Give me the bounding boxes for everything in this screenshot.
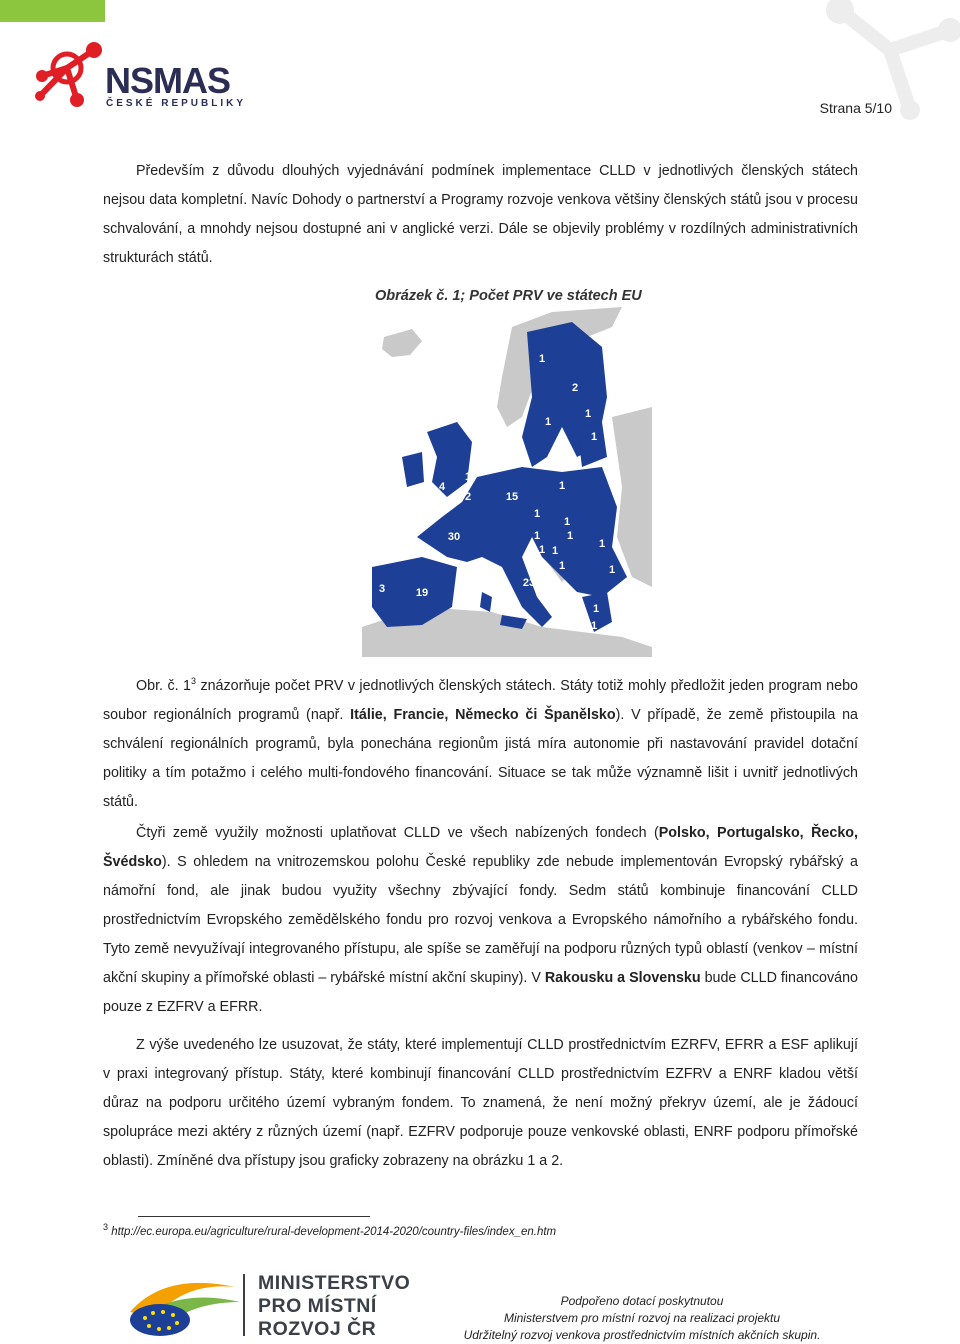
map-label: 1 [538, 353, 546, 365]
header-green-block [0, 0, 105, 22]
map-label: 1 [590, 620, 598, 632]
map-label: 1 [498, 448, 506, 460]
map-label: 1 [566, 530, 574, 542]
paragraph-figure-description: Obr. č. $1^3$ znázorňuje počet PRV v jednotlivých členských státech. Státy totiž mohly předložit jeden program nebo soubor regionálních programů (např. Itálie, Francie, Německo či Španělsko). V případě, že země přistoupila na schválení regionálních programů, byla ponechána regionům jistá míra autonomie při nastavování pravidel dotační politiky a tím potažmo i celého multi-fondového financování. Situace se tak může významně lišit i uvnitř jednotlivých států. [103, 676, 858, 810]
map-label: 1 [464, 471, 472, 483]
paragraph-intro: Především z důvodu dlouhých vyjednávání podmínek implementace CLLD v jednotlivých členských státech nejsou data kompletní. Navíc Dohody o partnerství a Programy rozvoje venkova většiny členských států jsou v procesu schvalování, a mnohdy nejsou dostupné ani v anglické verzi. Dále se objevily problémy v rozdílných administrativních strukturách států. [103, 163, 858, 266]
map-label: 1 [608, 564, 616, 576]
map-label: 1 [558, 480, 566, 492]
eu-map-svg [362, 307, 652, 657]
figure-caption: Obrázek č. 1; Počet PRV ve státech EU [375, 288, 642, 304]
map-label: 30 [447, 531, 461, 543]
ministry-logo-icon [125, 1272, 245, 1338]
map-label: 1 [563, 516, 571, 528]
map-label: 2 [571, 382, 579, 394]
map-label: 1 [533, 508, 541, 520]
ministry-divider [243, 1274, 245, 1336]
map-label: 1 [543, 588, 551, 600]
map-label: 1 [598, 538, 606, 550]
map-label: 15 [505, 491, 519, 503]
map-label: 1 [590, 431, 598, 443]
eu-map-figure [362, 307, 652, 657]
footnote-divider [138, 1216, 370, 1217]
map-label: 1 [558, 560, 566, 572]
map-label: 1 [551, 545, 559, 557]
map-label: 1 [592, 603, 600, 615]
footnote: $^3$ http://ec.europa.eu/agriculture/rural-development-2014-2020/country-files/index_en.htm [103, 1222, 557, 1238]
map-label: 1 [584, 408, 592, 420]
support-note: Podpořeno dotací poskytnutou Ministerstvem pro místní rozvoj na realizaci projektu Udržitelný rozvoj venkova prostřednictvím místních akčních skupin. [463, 1294, 821, 1342]
map-label: 2 [464, 491, 472, 503]
logo-title: NSMAS [105, 60, 231, 101]
ministry-name: MINISTERSTVO PRO MÍSTNÍ ROZVOJ ČR [258, 1272, 411, 1340]
footnote-link[interactable]: http://ec.europa.eu/agriculture/rural-development-2014-2020/country-files/index_en.htm [108, 1225, 557, 1238]
map-label: 23 [522, 577, 536, 589]
map-label: 1 [533, 530, 541, 542]
map-label: 3 [378, 583, 386, 595]
map-label: 1 [544, 416, 552, 428]
map-label: 1 [538, 544, 546, 556]
map-label: 19 [415, 587, 429, 599]
paragraph-funds: Čtyři země využily možnosti uplatňovat CLLD ve všech nabízených fondech (Polsko, Portugalsko, Řecko, Švédsko). S ohledem na vnitrozemskou polohu České republiky zde nebude implementován Evropský rybářský a námořní fond, ale jinak budou využity všechny zbývající fondy. Sedm států kombinuje financování CLLD prostřednictvím Evropského zemědělského fondu pro rozvoj venkova a Evropského námořního a rybářského fondu. Tyto země nevyužívají integrovaného přístupu, ale spíše se zaměřují na podporu různých typů oblastí (venkov – místní akční skupiny a přímořské oblasti – rybářské místní akční skupiny). V Rakousku a Slovensku bude CLLD financováno pouze z EZFRV a EFRR. [103, 825, 858, 1015]
logo-subtitle: ČESKÉ REPUBLIKY [106, 98, 247, 109]
page-number: Strana 5/10 [819, 100, 892, 116]
paragraph-conclusion: Z výše uvedeného lze usuzovat, že státy, které implementují CLLD prostřednictvím EZRFV, EFRR a ESF aplikují v praxi integrovaný přístup. Státy, které kombinují financování CLLD prostřednictvím EZFRV a ENRF kladou větší důraz na podporu určitého území vybraným fondem. To znamená, že není možný překryv území, ale je žádoucí spolupráce mezi aktéry z různých území (např. EZFRV podporuje pouze venkovské oblasti, ENRF podporu přímořské oblasti). Zmíněné dva přístupy jsou graficky zobrazeny na obrázku 1 a 2. [103, 1037, 858, 1169]
map-label: 4 [438, 481, 446, 493]
